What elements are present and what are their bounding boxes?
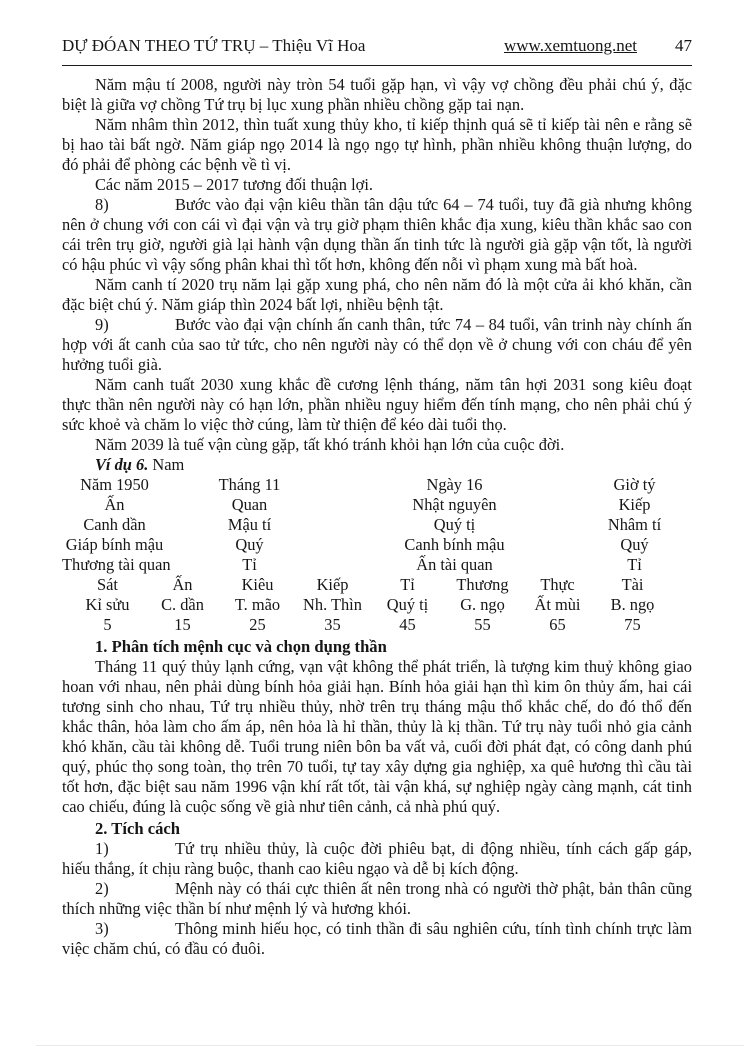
table-cell: Canh dần [83,515,146,534]
website-text: www.xemtuong.net [504,36,637,55]
table-cell: 65 [549,615,566,634]
paragraph-text: Năm mậu tí 2008, người này tròn 54 tuổi gặp hạn, vì vậy vợ chồng đều phải chú ý, đặc biệt là giữa vợ chồng Tứ trụ bị lục xung phần nhiều chồng gặp tai nạn. [62,75,692,114]
table-cell: Quý [235,535,264,554]
paragraph-text: Các năm 2015 – 2017 tương đối thuận lợi. [95,175,373,194]
table-cell: Sát [97,575,118,594]
numbered-paragraph [62,315,692,375]
table-cell: Tỉ [242,555,257,574]
numbered-paragraph [62,195,692,275]
table-cell: 45 [399,615,416,634]
pillars-table [62,475,692,575]
scan-artifact-line [36,1045,744,1046]
paragraph-text: Thông minh hiếu học, có tinh thần đi sâu nghiên cứu, tính tình chính trực làm việc chăm chú, có đầu có đuôi. [62,919,692,958]
table-cell: 25 [249,615,266,634]
item-number: 3) [95,919,109,938]
table-cell: Ất mùi [534,595,581,614]
table-cell: 35 [324,615,341,634]
section-heading: 2. Tích cách [95,819,180,838]
section-heading: 1. Phân tích mệnh cục và chọn dụng thần [95,637,387,656]
paragraph-text: Năm nhâm thìn 2012, thìn tuất xung thủy kho, tỉ kiếp thịnh quá sẽ tỉ kiếp tài nên e rằng sẽ bị hao tài bất ngờ. Năm giáp ngọ 2014 là ngọ ngọ tự hình, phần nhiều không thuận lượng, do đó phải để phòng các bệnh về tì vị. [62,115,692,174]
numbered-paragraph [62,839,692,879]
table-cell: Quan [231,495,268,514]
item-number: 8) [95,195,109,214]
page-content [0,66,744,959]
paragraph-text: Tứ trụ nhiều thủy, là cuộc đời phiêu bạt, di động nhiều, tính cách gấp gáp, hiếu thắng, ít chịu ràng buộc, thanh cao kiêu ngạo và dễ bị kích động. [62,839,692,878]
paragraph-text: Năm 2039 là tuế vận cùng gặp, tất khó tránh khỏi hạn lớn của cuộc đời. [95,435,565,454]
table-cell: Tháng 11 [218,475,281,494]
table-cell: 15 [174,615,191,634]
example-gender: Nam [152,455,185,474]
table-cell: Nh. Thìn [303,595,362,614]
table-cell: Ấn [172,575,193,594]
table-cell: Nhâm tí [607,515,662,534]
table-cell: Kiêu [241,575,274,594]
table-cell: Ngày 16 [426,475,483,494]
table-cell: 75 [624,615,641,634]
item-number: 9) [95,315,109,334]
item-number: 1) [95,839,109,858]
table-cell: B. ngọ [610,595,655,614]
table-cell: Ấn [104,495,125,514]
table-cell: Thương tài quan [62,555,171,574]
section-body: Tháng 11 quý thủy lạnh cứng, vạn vật không thể phát triển, là tượng kim thuỷ không giao hoan với nhau, nên phải dùng bính hỏa giải hạn. Bính hỏa giải hạn thì kim ôn thủy ấm, hai cái tương sinh cho nhau, Tứ trụ nhiều thủy, nhờ trên trụ tháng mậu thổ khắc chế, do đó thổ đến khắc thân, hỏa làm cho ấm áp, nên hỏa là hỉ thần, thủy là kị thần. Tứ trụ này tuổi nhỏ gia cảnh khó khăn, cầu tài không dễ. Tuổi trung niên bôn ba vất vả, cuối đời phát đạt, có công danh phú quý, phúc thọ song toàn, thọ trên 70 tuổi, tự tay xây dựng gia nghiệp, xa quê hương thì cầu tài tốt hơn, đặc biệt sau năm 1996 vận khí rất tốt, tài vận khá, sự nghiệp ngày càng mạnh, cát tinh cao chiếu, đúng là cuộc sống về già như tiên cảnh, cả nhà phú quý. [62,657,692,816]
item-number: 2) [95,879,109,898]
table-cell: Mậu tí [227,515,272,534]
table-cell: T. mão [234,595,281,614]
table-cell: Canh bính mậu [404,535,505,554]
table-cell: Giáp bính mậu [65,535,164,554]
table-cell: Ấn tài quan [416,555,493,574]
header-right [504,36,692,56]
table-cell: Tài [621,575,644,594]
table-cell: Tỉ [400,575,415,594]
paragraph [62,375,692,435]
paragraph [62,75,692,115]
table-cell: Thương [456,575,509,594]
paragraph-text: Năm canh tuất 2030 xung khắc đề cương lệnh tháng, năm tân hợi 2031 song kiêu đoạt thực thần nên người này có hạn lớn, phần nhiều nguy hiểm đến tính mạng, cho nên phải chú ý sức khoẻ và chăm lo việc thờ cúng, làm từ thiện để kéo dài tuổi thọ. [62,375,692,434]
table-cell: Năm 1950 [80,475,149,494]
paragraph-text: Bước vào đại vận chính ấn canh thân, tức 74 – 84 tuổi, vân trinh này chính ấn hợp với ất canh của sao tử tức, cho nên người này có thể dọn về ở chung với con cháu để yên hưởng tuổi già. [62,315,692,374]
table-cell: C. dần [161,595,204,614]
table-cell: Quý tị [433,515,476,534]
paragraph [62,115,692,175]
table-cell: Thực [540,575,575,594]
table-cell: Quý [620,535,649,554]
example-label [62,455,692,475]
page-header [0,0,744,56]
table-cell: 55 [474,615,491,634]
table-cell: Giờ tý [613,475,656,494]
paragraph [62,435,692,455]
paragraph-text: Năm canh tí 2020 trụ năm lại gặp xung phá, cho nên năm đó là một cửa ải khó khăn, cần đặc biệt chú ý. Năm giáp thìn 2024 bất lợi, nhiều bệnh tật. [62,275,692,314]
numbered-paragraph [62,919,692,959]
paragraph-text: Bước vào đại vận kiêu thần tân dậu tức 64 – 74 tuổi, tuy đã già nhưng không nên ở chung với con cái vì đại vận và trụ giờ phạm thiên khắc địa xung, kiêu thần khắc sao con cái trên trụ giờ, người già lại hành vận dụng thần ấn tinh tức là người già gặp vận tốt, là người có hậu phúc vì vậy sống phân khai thì tốt hơn, không đến nỗi vì phạm xung mà bất hoà. [62,195,692,274]
paragraph [62,175,692,195]
table-cell: Kỉ sửu [85,595,130,614]
table-cell: Nhật nguyên [412,495,497,514]
page-number: 47 [675,36,692,55]
table-cell: 5 [103,615,112,634]
table-cell: Quý tị [386,595,429,614]
luck-cycle-table [70,575,692,635]
table-cell: G. ngọ [460,595,505,614]
numbered-paragraph [62,879,692,919]
table-cell: Kiếp [618,495,651,514]
table-cell: Kiếp [316,575,349,594]
paragraph [62,275,692,315]
paragraph-text: Mệnh này có thái cực thiên ất nên trong nhà có người thờ phật, bản thân cũng thích những việc thần bí như mệnh lý và hương khói. [62,879,692,918]
example-number: Ví dụ 6. [95,455,149,474]
table-cell: Tỉ [627,555,642,574]
book-title: DỰ ĐÓAN THEO TỨ TRỤ – Thiệu Vĩ Hoa [62,36,366,55]
